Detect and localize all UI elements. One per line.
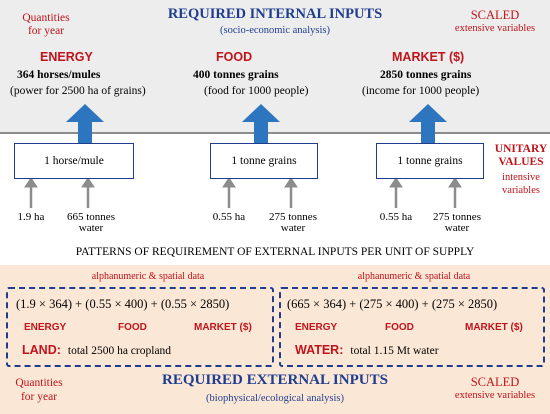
energy-value: 364 horses/mules [17,69,101,81]
market-desc: (income for 1000 people) [362,85,480,97]
land-tag-energy: ENERGY [24,322,67,333]
unit-box-market-grain: 1 tonne grains [376,143,484,179]
water-tag-market: MARKET ($) [465,322,523,333]
unit-box-horse: 1 horse/mule [14,143,134,179]
internal-title: REQUIRED INTERNAL INPUTS [167,6,383,22]
internal-subtitle: (socio-economic analysis) [220,25,330,36]
market-water-input: 275 tonnes water [433,211,481,234]
land-arrowhead-2 [223,178,235,187]
food-land-input: 0.55 ha [212,211,246,223]
land-tag-food: FOOD [118,322,147,333]
top-quantities-label: Quantities for year [22,12,70,37]
market-label: MARKET ($) [392,50,465,64]
bottom-scaled-label: SCALED extensive variables [454,375,536,401]
land-tag-market: MARKET ($) [194,322,252,333]
patterns-heading: PATTERNS OF REQUIREMENT OF EXTERNAL INPUTS PER UNIT OF SUPPLY [75,246,475,258]
water-arrowhead-2 [285,178,297,187]
water-result: WATER: total 1.15 Mt water [295,343,439,357]
water-tag-energy: ENERGY [295,322,338,333]
top-scaled-label: SCALED extensive variables [454,8,536,34]
market-land-input: 0.55 ha [379,211,413,223]
energy-desc: (power for 2500 ha of grains) [10,85,146,97]
land-arrowhead-1 [25,178,37,187]
water-panel [279,287,545,367]
food-water-input: 275 tonnes water [269,211,317,234]
food-desc: (food for 1000 people) [204,85,309,97]
energy-label: ENERGY [40,50,93,64]
food-value: 400 tonnes grains [193,69,279,81]
land-panel-note: alphanumeric & spatial data [91,271,205,282]
water-arrowhead-3 [449,178,461,187]
land-result: LAND: total 2500 ha cropland [22,343,172,357]
unit-box-food-grain: 1 tonne grains [210,143,318,179]
water-tag-food: FOOD [385,322,414,333]
land-arrowhead-3 [390,178,402,187]
unitary-values-label: UNITARY VALUES intensive variables [494,143,548,196]
water-arrowhead-1 [82,178,94,187]
horse-land-input: 1.9 ha [17,211,45,223]
water-formula: (665 × 364) + (275 × 400) + (275 × 2850) [287,297,498,311]
food-label: FOOD [216,50,253,64]
water-panel-note: alphanumeric & spatial data [357,271,471,282]
external-subtitle: (biophysical/ecological analysis) [206,393,344,404]
bottom-quantities-label: Quantities for year [15,377,63,403]
market-value: 2850 tonnes grains [380,69,472,81]
horse-water-input: 665 tonnes water [67,211,115,234]
land-panel [6,287,274,367]
land-formula: (1.9 × 364) + (0.55 × 400) + (0.55 × 2850) [16,297,230,311]
external-title: REQUIRED EXTERNAL INPUTS [162,372,388,388]
